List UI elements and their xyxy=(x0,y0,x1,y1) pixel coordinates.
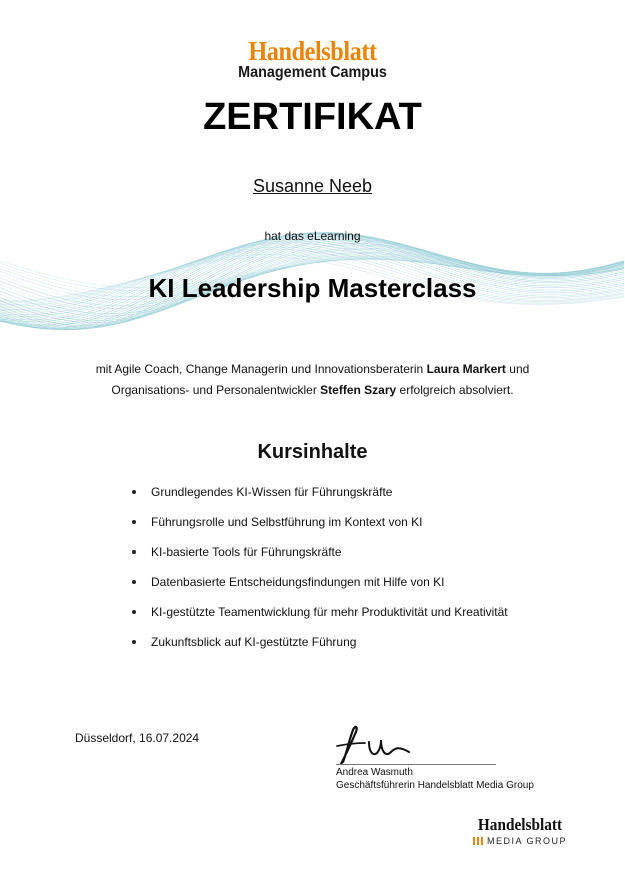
signature-line xyxy=(336,764,496,765)
description-text: Organisations- und Personalentwickler xyxy=(111,383,321,397)
description-line-2 xyxy=(40,380,585,401)
list-item: Zukunftsblick auf KI-gestützte Führung xyxy=(130,632,590,662)
certificate-title: ZERTIFIKAT xyxy=(203,96,422,138)
logo-bars-icon xyxy=(473,837,483,845)
instructor-name: Steffen Szary xyxy=(320,383,397,397)
course-title: KI Leadership Masterclass xyxy=(148,273,477,303)
description-line-1 xyxy=(40,359,585,380)
recipient-name: Susanne Neeb xyxy=(252,176,373,196)
media-group-label: MEDIA GROUP xyxy=(486,836,567,846)
description-text: und xyxy=(505,362,530,376)
course-contents-list xyxy=(130,482,590,662)
course-contents-title: Kursinhalte xyxy=(257,441,368,463)
course-description xyxy=(40,359,585,401)
place-and-date: Düsseldorf, 16.07.2024 xyxy=(75,731,200,745)
media-group-logo-name: Handelsblatt xyxy=(477,815,563,834)
list-item: Datenbasierte Entscheidungsfindungen mit Hilfe von KI xyxy=(130,572,590,602)
signer-title: Geschäftsführerin Handelsblatt Media Group xyxy=(336,780,534,791)
description-text: mit Agile Coach, Change Managerin und Innovationsberaterin xyxy=(95,362,427,376)
intro-text: hat das eLearning xyxy=(264,229,361,243)
list-item: KI-gestützte Teamentwicklung für mehr Produktivität und Kreativität xyxy=(130,602,590,632)
media-group-logo-sub xyxy=(460,836,580,846)
signature-image xyxy=(333,722,413,768)
media-group-logo xyxy=(460,815,580,846)
list-item: Grundlegendes KI-Wissen für Führungskräfte xyxy=(130,482,590,512)
brand-logo-subtitle: Management Campus xyxy=(238,64,387,81)
list-item: Führungsrolle und Selbstführung im Kontext von KI xyxy=(130,512,590,542)
brand-logo-name: Handelsblatt xyxy=(248,36,377,66)
description-text: erfolgreich absolviert. xyxy=(396,383,514,397)
signer-name: Andrea Wasmuth xyxy=(336,767,413,778)
list-item: KI-basierte Tools für Führungskräfte xyxy=(130,542,590,572)
instructor-name: Laura Markert xyxy=(426,362,506,376)
